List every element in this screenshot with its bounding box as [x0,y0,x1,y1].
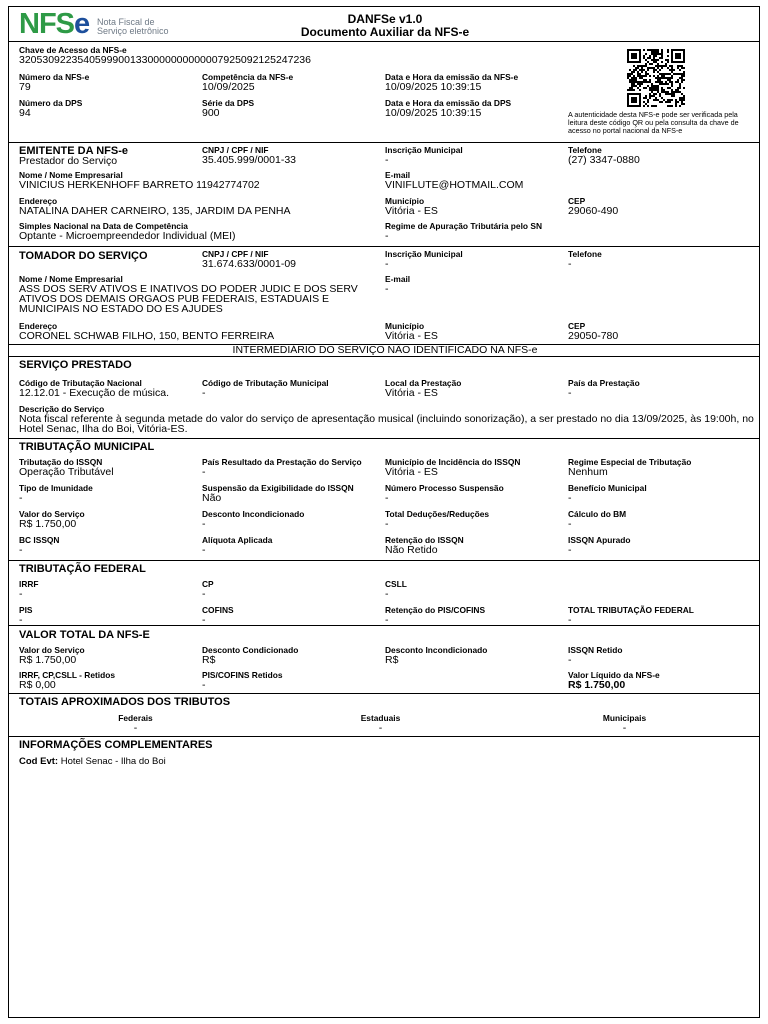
taker-email-field: E-mail - [385,274,411,295]
municipal-tax-field [19,510,85,529]
federal-tax-label: IRRF [19,579,39,589]
taker-city-field: Município Vitória - ES [385,321,438,342]
access-key-field: Chave de Acesso da NFS-e 32053092235405999001330000000000007925092125247236 [19,45,311,66]
total-service-value-field: Valor do Serviço R$ 1.750,00 [19,645,85,666]
taker-name-field: Nome / Nome Empresarial ASS DOS SERV ATIVOS E INATIVOS DO PODER JUDIC E DOS SERV ATIVOS DOS DEMAIS ORGAOS PUB FEDERAIS, ESTADUAIS E MUNICIPAIS NO ESTADO DO ES AJUDES [19,274,358,315]
federal-tax-value: - [385,588,389,600]
pis-cofins-withheld-field: PIS/COFINS Retidos - [202,670,283,691]
municipal-tax-field [568,536,631,555]
municipal-tax-value: - [202,544,206,556]
municipal-tax-field [385,536,464,555]
municipal-tax-field [19,484,93,503]
issuer-section [9,143,759,247]
service-location-field: Local da Prestação Vitória - ES [385,378,462,399]
municipal-tax-value: - [19,492,23,504]
federal-tax-label: Retenção do PIS/COFINS [385,605,486,615]
federal-tax-title: TRIBUTAÇÃO FEDERAL [19,563,146,575]
municipal-tax-field [385,484,504,503]
danfse-document [8,6,760,1018]
issqn-withheld-field: ISSQN Retido - [568,645,623,666]
service-taker-section [9,247,759,345]
municipal-tax-label: ISSQN Apurado [568,535,631,545]
municipal-tax-value: Operação Tributável [19,466,114,478]
issuer-address-field: Endereço NATALINA DAHER CARNEIRO, 135, JARDIM DA PENHA [19,196,291,217]
municipal-tax-label: Cálculo do BM [568,509,627,519]
municipal-tax-field [202,510,304,529]
municipal-tax-label: Tributação do ISSQN [19,457,103,467]
total-value-title: VALOR TOTAL DA NFS-E [19,629,150,641]
state-total-field: Estaduais - [360,713,401,734]
municipal-tax-label: Valor do Serviço [19,509,85,519]
competence-field: Competência da NFS-e 10/09/2025 [202,72,294,93]
municipal-tax-label: Total Deduções/Reduções [385,509,490,519]
taker-address-field: Endereço CORONEL SCHWAB FILHO, 150, BENTO FERREIRA [19,321,275,342]
municipal-tax-value: - [568,492,572,504]
dps-number-field: Número da DPS 94 [19,98,83,119]
federal-tax-section [9,561,759,626]
municipal-tax-value: R$ 1.750,00 [19,518,77,530]
municipal-tax-label: Regime Especial de Tributação [568,457,692,467]
municipal-tax-value: Vitória - ES [385,466,438,478]
intermediary-section [9,345,759,357]
document-title: DANFSe v1.0 Documento Auxiliar da NFS-e [300,12,470,39]
net-value-field: Valor Líquido da NFS-e R$ 1.750,00 [568,670,660,691]
federal-tax-field [568,606,694,625]
qr-code-icon [627,49,685,107]
taker-cep-field: CEP 29050-780 [568,321,619,342]
municipal-tax-field [19,458,114,477]
municipal-tax-label: Alíquota Aplicada [202,535,273,545]
identification-section [9,42,759,143]
unconditional-discount-field: Desconto Incondicionado R$ [385,645,488,666]
service-section [9,357,759,439]
issuer-cnpj-field: CNPJ / CPF / NIF 35.405.999/0001-33 [202,145,297,166]
additional-info-section [9,737,759,797]
municipal-tax-value: - [568,518,572,530]
federal-tax-value: - [385,614,389,626]
federal-tax-label: PIS [19,605,33,615]
event-code-line: Cod Evt: Hotel Senac - Ilha do Boi [19,756,166,767]
federal-tax-field [202,606,234,625]
municipal-tax-label: Número Processo Suspensão [385,483,504,493]
federal-tax-value: - [202,588,206,600]
issuer-municipal-registration-field: Inscrição Municipal - [385,145,463,166]
municipal-tax-label: Desconto Incondicionado [202,509,305,519]
municipal-tax-value: - [202,518,206,530]
federal-withheld-field: IRRF, CP,CSLL - Retidos R$ 0,00 [19,670,116,691]
issuer-tax-regime-field: Regime de Apuração Tributária pelo SN - [385,221,542,242]
municipal-tax-section [9,439,759,561]
municipal-tax-field [568,484,647,503]
municipal-tax-value: - [202,466,206,478]
municipal-tax-code-field: Código de Tributação Municipal - [202,378,329,399]
federal-tax-label: CSLL [385,579,407,589]
municipal-tax-label: Benefício Municipal [568,483,647,493]
municipal-total-field: Municipais - [602,713,647,734]
national-tax-code-field: Código de Tributação Nacional 12.12.01 - Execução de música. [19,378,170,399]
municipal-tax-label: Município de Incidência do ISSQN [385,457,521,467]
municipal-tax-value: - [568,544,572,556]
municipal-tax-value: - [385,492,389,504]
nfse-logo: NFSe Nota Fiscal de Serviço eletrônico [19,8,169,40]
service-title: SERVIÇO PRESTADO [19,359,132,371]
municipal-tax-field [568,510,626,529]
federal-tax-value: - [202,614,206,626]
service-description-field: Descrição do Serviço Nota fiscal referente à segunda metade do valor do serviço de apresentação musical (incluindo sonorização), a ser prestado no dia 13/09/2025, às 19:00h, no Hotel Senac, Ilha do Boi, Vitória-ES. [19,404,754,435]
municipal-tax-value: Não [202,492,222,504]
issuer-phone-field: Telefone (27) 3347-0880 [568,145,640,166]
federal-tax-value: - [568,614,572,626]
municipal-tax-value: - [19,544,23,556]
federal-tax-field [19,606,33,625]
municipal-tax-field [202,536,272,555]
federal-tax-field [385,606,485,625]
federal-tax-label: COFINS [202,605,234,615]
municipal-tax-value: Nenhum [568,466,608,478]
municipal-tax-label: Suspensão da Exigibilidade do ISSQN [202,483,354,493]
federal-tax-field [385,580,407,599]
federal-total-field: Federais - [118,713,153,734]
municipal-tax-value: - [385,518,389,530]
federal-tax-label: TOTAL TRIBUTAÇÃO FEDERAL [568,605,694,615]
qr-authenticity-note: A autenticidade desta NFS-e pode ser verificada pela leitura deste código QR ou pela consulta da chave de acesso no portal nacional da NFS-e [568,110,739,135]
approx-taxes-section [9,694,759,737]
taker-cnpj-field: CNPJ / CPF / NIF 31.674.633/0001-09 [202,249,297,270]
document-header [9,7,759,42]
taker-phone-field: Telefone - [568,249,602,270]
issuer-cep-field: CEP 29060-490 [568,196,619,217]
municipal-tax-label: Retenção do ISSQN [385,535,464,545]
additional-info-title: INFORMAÇÕES COMPLEMENTARES [19,739,213,751]
municipal-tax-label: País Resultado da Prestação do Serviço [202,457,362,467]
conditional-discount-field: Desconto Condicionado R$ [202,645,299,666]
nfse-issue-datetime-field: Data e Hora da emissão da NFS-e 10/09/2025 10:39:15 [385,72,519,93]
issuer-simples-field: Simples Nacional na Data de Competência Optante - Microempreendedor Individual (MEI) [19,221,236,242]
service-country-field: País da Prestação - [568,378,640,399]
intermediary-notice: INTERMEDIÁRIO DO SERVIÇO NÃO IDENTIFICADO NA NFS-e [232,344,538,356]
federal-tax-value: - [19,588,23,600]
federal-tax-value: - [19,614,23,626]
taker-title: TOMADOR DO SERVIÇO [19,250,148,262]
total-value-section [9,626,759,694]
municipal-tax-field [385,458,520,477]
municipal-tax-title: TRIBUTAÇÃO MUNICIPAL [19,441,155,453]
municipal-tax-field [19,536,60,555]
nfse-number-field: Número da NFS-e 79 [19,72,90,93]
municipal-tax-value: Não Retido [385,544,438,556]
issuer-email-field: E-mail VINIFLUTE@HOTMAIL.COM [385,170,524,191]
issuer-name-field: Nome / Nome Empresarial VINICIUS HERKENHOFF BARRETO 11942774702 [19,170,260,191]
issuer-title: EMITENTE DA NFS-e Prestador do Serviço [19,145,128,167]
municipal-tax-field [385,510,489,529]
taker-municipal-registration-field: Inscrição Municipal - [385,249,463,270]
federal-tax-field [19,580,39,599]
municipal-tax-field [202,458,362,477]
dps-series-field: Série da DPS 900 [202,98,255,119]
municipal-tax-field [568,458,691,477]
municipal-tax-field [202,484,354,503]
approx-taxes-title: TOTAIS APROXIMADOS DOS TRIBUTOS [19,696,231,708]
municipal-tax-label: Tipo de Imunidade [19,483,93,493]
federal-tax-label: CP [202,579,214,589]
dps-issue-datetime-field: Data e Hora da emissão da DPS 10/09/2025 10:39:15 [385,98,512,119]
issuer-city-field: Município Vitória - ES [385,196,438,217]
federal-tax-field [202,580,214,599]
municipal-tax-label: BC ISSQN [19,535,60,545]
